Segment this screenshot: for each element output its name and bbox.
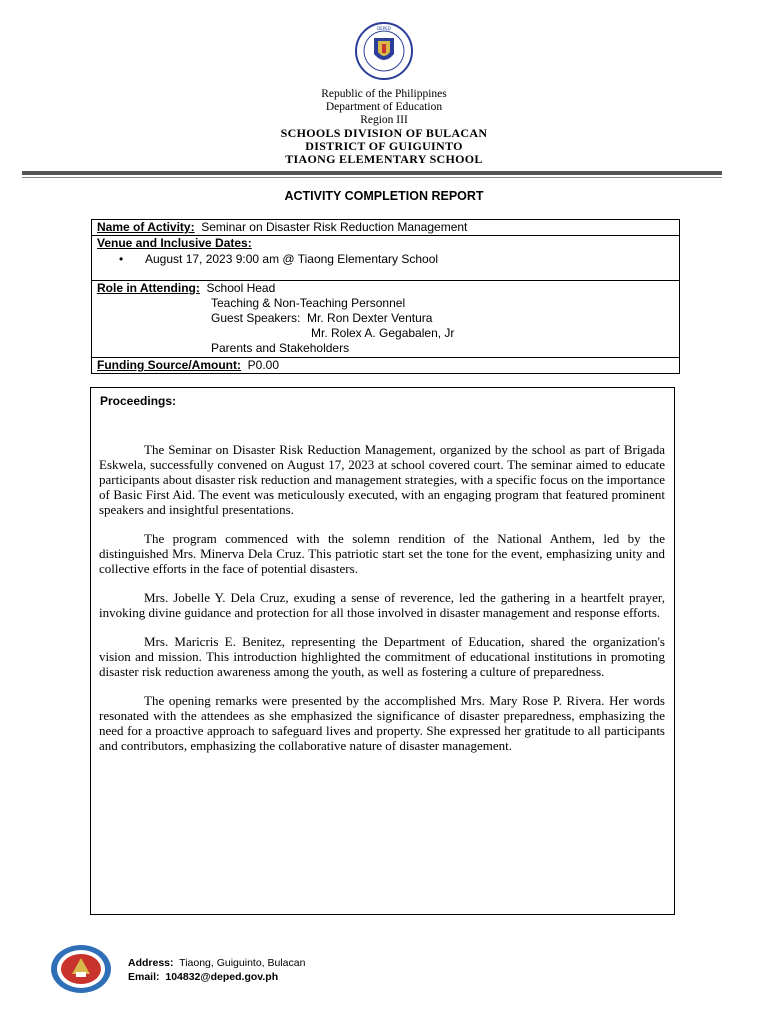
report-title: ACTIVITY COMPLETION REPORT [284, 189, 484, 203]
email-label: Email: [128, 971, 160, 983]
venue-item [119, 251, 674, 267]
activity-name-row [92, 220, 679, 236]
activity-name-value: Seminar on Disaster Risk Reduction Management [201, 220, 468, 234]
address-label: Address: [128, 957, 174, 969]
footer-contact [128, 956, 305, 984]
proceedings-box [90, 387, 675, 915]
header-divider [22, 171, 722, 175]
footer-address [128, 956, 305, 970]
role-personnel: Teaching & Non-Teaching Personnel [211, 296, 406, 310]
email-value[interactable]: 104832@deped.gov.ph [165, 971, 279, 983]
funding-label: Funding Source/Amount: [97, 358, 241, 372]
venue-row [92, 236, 679, 281]
svg-text:DEPED: DEPED [377, 26, 391, 31]
venue-value: August 17, 2023 9:00 am @ Tiaong Elementary School [145, 252, 439, 266]
role-parents: Parents and Stakeholders [211, 341, 350, 355]
proceedings-paragraph: Mrs. Maricris E. Benitez, representing the Department of Education, shared the organization's vision and mission. This introduction highlighted the commitment of educational institutions in promoting disaster risk reduction awareness among the youth, as well as fostering a culture of preparedness. [99, 634, 665, 679]
proceedings-label: Proceedings: [100, 394, 177, 408]
header-republic: Republic of the Philippines [321, 88, 447, 100]
venue-label: Venue and Inclusive Dates: [97, 236, 252, 250]
role-school-head: School Head [206, 281, 276, 295]
proceedings-paragraph: Mrs. Jobelle Y. Dela Cruz, exuding a sense of reverence, led the gathering in a heartfelt prayer, invoking divine guidance and protection for all those involved in disaster management and response efforts. [99, 590, 665, 620]
header-department: Department of Education [325, 101, 443, 113]
deped-seal-logo [350, 22, 418, 80]
role-guest-speaker-2: Mr. Rolex A. Gegabalen, Jr [311, 326, 455, 340]
activity-info-table [91, 219, 680, 374]
proceedings-body [99, 442, 665, 767]
activity-name-label: Name of Activity: [97, 220, 195, 234]
proceedings-paragraph: The opening remarks were presented by the accomplished Mrs. Mary Rose P. Rivera. Her words resonated with the attendees as she emphasized the significance of disaster preparedness, emphasizing the need for a proactive approach to safeguard lives and property. She expressed her gratitude to all participants and contributors, emphasizing the collaborative nature of disaster management. [99, 693, 665, 753]
school-logo [50, 944, 112, 994]
letterhead [0, 88, 768, 166]
header-district: DISTRICT OF GUIGUINTO [305, 139, 463, 153]
proceedings-paragraph: The Seminar on Disaster Risk Reduction Management, organized by the school as part of Brigada Eskwela, successfully convened on August 17, 2023 at school covered court. The seminar aimed to educate participants about disaster risk reduction and management strategies, with a specific focus on the importance of Basic First Aid. The event was meticulously executed, with an engaging program that featured prominent speakers and insightful presentations. [99, 442, 665, 517]
funding-value: P0.00 [247, 358, 280, 372]
header-school: TIAONG ELEMENTARY SCHOOL [285, 152, 483, 166]
bullet-icon: • [119, 252, 124, 266]
funding-row [92, 358, 679, 373]
footer-email [128, 970, 305, 984]
address-value: Tiaong, Guiguinto, Bulacan [179, 957, 306, 969]
role-guest-speakers: Guest Speakers: Mr. Ron Dexter Ventura [211, 311, 433, 325]
role-row [92, 281, 679, 358]
proceedings-paragraph: The program commenced with the solemn rendition of the National Anthem, led by the distinguished Mrs. Minerva Dela Cruz. This patriotic start set the tone for the event, emphasizing unity and collective efforts in the face of potential disasters. [99, 531, 665, 576]
header-division: SCHOOLS DIVISION OF BULACAN [280, 126, 488, 140]
header-divider-thin [22, 177, 722, 178]
header-region: Region III [360, 114, 408, 126]
role-label: Role in Attending: [97, 281, 200, 295]
